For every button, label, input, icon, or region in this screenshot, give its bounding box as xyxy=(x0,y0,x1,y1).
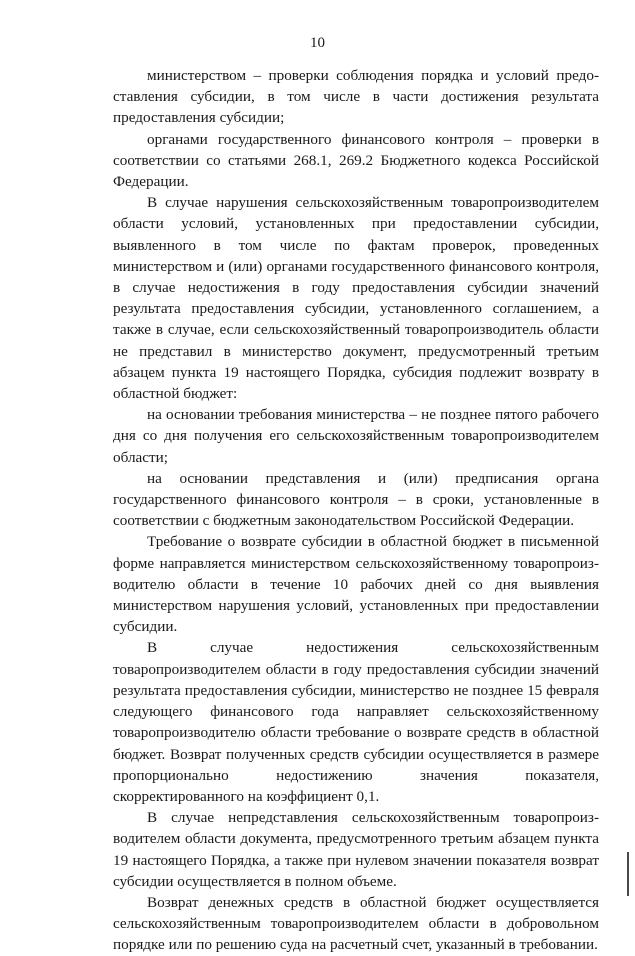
paragraph-control-order: на основании представления и (или) предписания органа государственного финансового контроля – в сроки, установленные в соответствии с бюджетным законодательством Российской Федерации. xyxy=(113,469,599,530)
document-body xyxy=(113,65,599,956)
paragraph-non-submission: В случае непредставления сельскохозяйственным товаропроизводителем области документа, предусмотренного третьим абзацем пункта 19 настоящего Порядка, а также при нулевом значении показателя возврат субсидии осуществляется в полном объеме. xyxy=(113,809,599,890)
paragraph-written-requirement: Требование о возврате субсидии в областной бюджет в письменной форме направляется министерством сельскохозяйственному товаропроизводителю области в течение 10 рабочих дней со дня выявления министерством нарушения условий, установленных при предоставлении субсидии. xyxy=(113,533,599,636)
scan-edge-mark xyxy=(627,852,629,896)
page-number: 10 xyxy=(310,35,325,51)
paragraph-non-achievement: В случае недостижения сельскохозяйственным товаропроизводителем области в году предоставления субсидии значений результата предоставления субсидии, министерство не позднее 15 февраля следующего финансового года направляет сельскохозяйственному товаропроизводителю области требование о возврате средств в областной бюджет. Возврат полученных средств субсидии осуществляется в размере пропорционально недостижению значения показателя, скорректированного на коэффициент 0,1. xyxy=(113,639,599,805)
paragraph-voluntary-return: Возврат денежных средств в областной бюджет осуществляется сельскохозяйственным товаропроизводителем области в добровольном порядке или по решению суда на расчетный счет, указанный в требовании. xyxy=(113,893,599,954)
paragraph-financial-control-checks: органами государственного финансового контроля – проверки в соответствии со статьями 268.1, 269.2 Бюджетного кодекса Российской Федерации. xyxy=(113,130,599,191)
paragraph-violation-return: В случае нарушения сельскохозяйственным товаропроизводителем области условий, установленных при предоставлении субсидии, выявленного в том числе по фактам проверок, проведенных министерством и (или) органами государственного финансового контроля, в случае недостижения в году предоставления субсидии значений результата предоставления субсидии, установленного соглашением, а также в случае, если сельскохозяйственный товаропроизводитель области не представил в министерство документ, предусмотренный третьим абзацем пункта 19 настоящего Порядка, субсидия подлежит возврату в областной бюджет: xyxy=(113,194,599,403)
paragraph-ministry-requirement: на основании требования министерства – не позднее пятого рабочего дня со дня получения его сельскохозяйственным товаропроизводителем области; xyxy=(113,406,599,466)
paragraph-ministry-checks: министерством – проверки соблюдения порядка и условий предоставления субсидии, в том числе в части достижения результата предоставления субсидии; xyxy=(113,67,599,127)
